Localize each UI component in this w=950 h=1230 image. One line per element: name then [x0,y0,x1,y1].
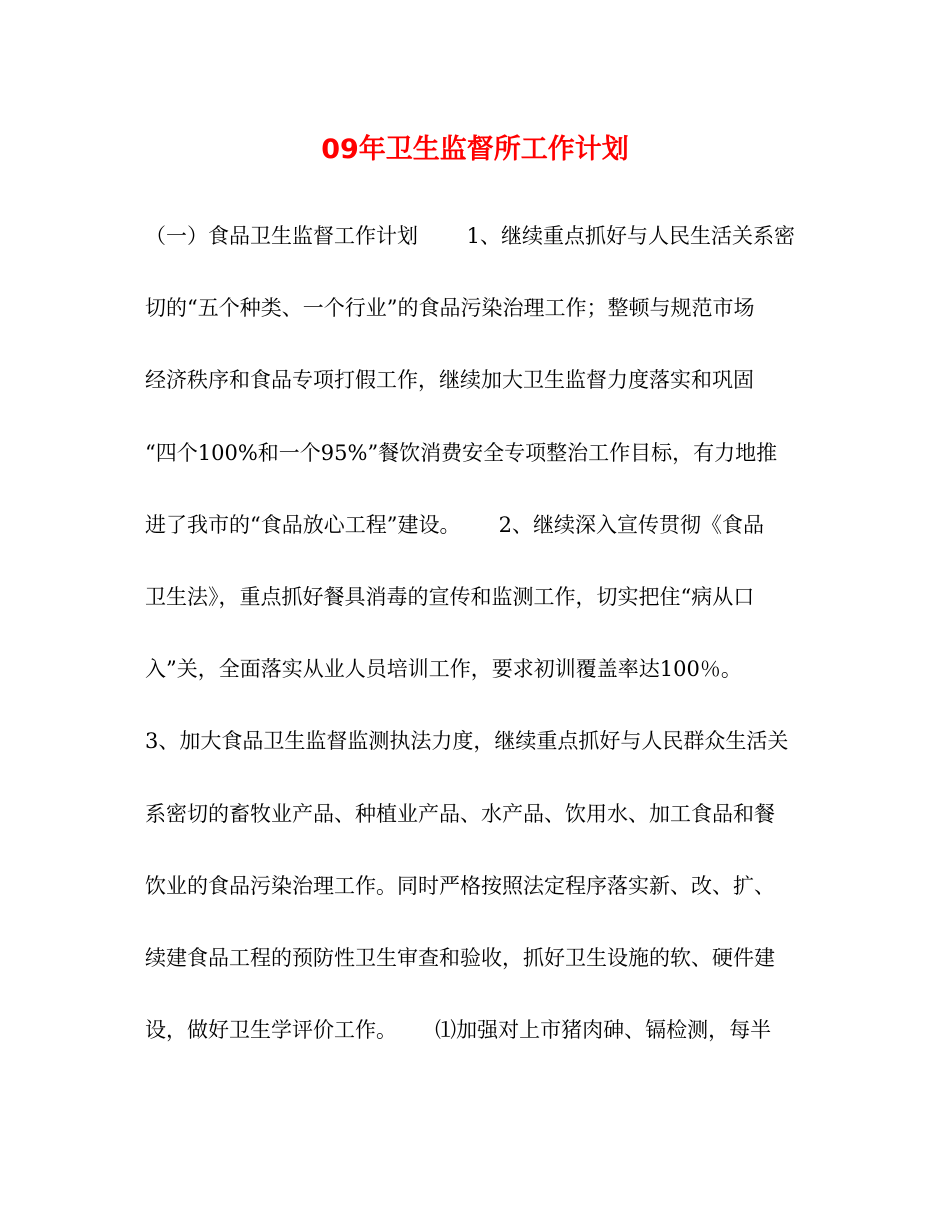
body-line: 经济秩序和食品专项打假工作，继续加大卫生监督力度落实和巩固 [145,368,754,393]
body-line: （一）食品卫生监督工作计划 1、继续重点抓好与人民生活关系密 [145,224,796,248]
document-title: 09年卫生监督所工作计划 [321,134,629,165]
body-line: 3、加大食品卫生监督监测执法力度，继续重点抓好与人民群众生活关 [145,729,789,754]
body-line: 入”关，全面落实从业人员培训工作，要求初训覆盖率达100％。 [145,657,742,682]
body-line: 进了我市的“食品放心工程”建设。 2、继续深入宣传贯彻《食品 [145,512,765,537]
document-body [145,211,815,1077]
body-line: 续建食品工程的预防性卫生审查和验收，抓好卫生设施的软、硬件建 [145,945,775,970]
body-line: 卫生法》，重点抓好餐具消毒的宣传和监测工作，切实把住“病从口 [145,584,755,609]
body-line: 饮业的食品污染治理工作。同时严格按照法定程序落实新、改、扩、 [145,873,775,898]
body-line: 系密切的畜牧业产品、种植业产品、水产品、饮用水、加工食品和餐 [145,801,775,826]
body-line: “四个100%和一个95%”餐饮消费安全专项整治工作目标，有力地推 [145,440,778,465]
body-line: 切的“五个种类、一个行业”的食品污染治理工作；整顿与规范市场 [145,296,755,321]
body-line: 设，做好卫生学评价工作。 ⑴加强对上市猪肉砷、镉检测，每半 [145,1018,772,1043]
